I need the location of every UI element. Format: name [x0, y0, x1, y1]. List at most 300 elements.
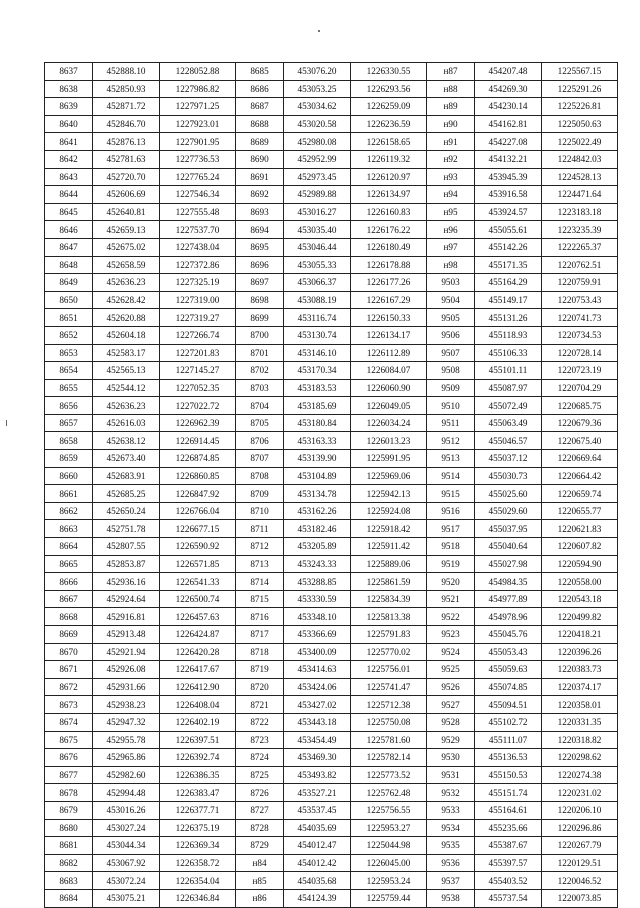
- point-number-cell: 9514: [427, 467, 475, 485]
- y-coordinate-cell: 1226134.97: [351, 186, 427, 204]
- y-coordinate-cell: 1226045.00: [351, 854, 427, 872]
- point-number-cell: 9508: [427, 362, 475, 380]
- point-number-cell: 8710: [236, 502, 284, 520]
- x-coordinate-cell: 453400.09: [284, 643, 351, 661]
- y-coordinate-cell: 1220296.86: [542, 819, 618, 837]
- y-coordinate-cell: 1227438.04: [160, 238, 236, 256]
- y-coordinate-cell: 1226420.28: [160, 643, 236, 661]
- point-number-cell: 8638: [45, 80, 93, 98]
- y-coordinate-cell: 1226860.85: [160, 467, 236, 485]
- point-number-cell: 8656: [45, 397, 93, 415]
- y-coordinate-cell: 1226847.92: [160, 485, 236, 503]
- table-row: [45, 432, 618, 450]
- point-number-cell: 8639: [45, 98, 93, 116]
- y-coordinate-cell: 1227052.35: [160, 379, 236, 397]
- y-coordinate-cell: 1227971.25: [160, 98, 236, 116]
- x-coordinate-cell: 452628.42: [93, 291, 160, 309]
- y-coordinate-cell: 1225924.08: [351, 502, 427, 520]
- point-number-cell: 8687: [236, 98, 284, 116]
- table-row: [45, 643, 618, 661]
- y-coordinate-cell: 1220231.02: [542, 784, 618, 802]
- table-row: [45, 238, 618, 256]
- x-coordinate-cell: 454230.14: [475, 98, 542, 116]
- y-coordinate-cell: 1226375.19: [160, 819, 236, 837]
- x-coordinate-cell: 452636.23: [93, 274, 160, 292]
- table-row: [45, 872, 618, 890]
- x-coordinate-cell: 454012.47: [284, 837, 351, 855]
- table-row: [45, 749, 618, 767]
- y-coordinate-cell: 1226392.74: [160, 749, 236, 767]
- table-row: [45, 133, 618, 151]
- point-number-cell: 8700: [236, 326, 284, 344]
- point-number-cell: 8645: [45, 203, 93, 221]
- x-coordinate-cell: 452807.55: [93, 538, 160, 556]
- x-coordinate-cell: 453185.69: [284, 397, 351, 415]
- x-coordinate-cell: 452720.70: [93, 168, 160, 186]
- y-coordinate-cell: 1226874.85: [160, 450, 236, 468]
- point-number-cell: 9523: [427, 626, 475, 644]
- y-coordinate-cell: 1220594.90: [542, 555, 618, 573]
- point-number-cell: 8716: [236, 608, 284, 626]
- x-coordinate-cell: 452853.87: [93, 555, 160, 573]
- x-coordinate-cell: 453075.21: [93, 889, 160, 907]
- point-number-cell: 8725: [236, 766, 284, 784]
- x-coordinate-cell: 455171.35: [475, 256, 542, 274]
- point-number-cell: 8678: [45, 784, 93, 802]
- x-coordinate-cell: 453067.92: [93, 854, 160, 872]
- point-number-cell: 8694: [236, 221, 284, 239]
- x-coordinate-cell: 453366.69: [284, 626, 351, 644]
- y-coordinate-cell: 1226541.33: [160, 573, 236, 591]
- point-number-cell: 8704: [236, 397, 284, 415]
- x-coordinate-cell: 455029.60: [475, 502, 542, 520]
- point-number-cell: 9517: [427, 520, 475, 538]
- y-coordinate-cell: 1226176.22: [351, 221, 427, 239]
- x-coordinate-cell: 455072.49: [475, 397, 542, 415]
- y-coordinate-cell: 1220734.53: [542, 326, 618, 344]
- point-number-cell: 8676: [45, 749, 93, 767]
- point-number-cell: 9526: [427, 678, 475, 696]
- point-number-cell: 9504: [427, 291, 475, 309]
- table-row: [45, 502, 618, 520]
- y-coordinate-cell: 1226167.29: [351, 291, 427, 309]
- x-coordinate-cell: 455102.72: [475, 713, 542, 731]
- x-coordinate-cell: 454269.30: [475, 80, 542, 98]
- point-number-cell: 9538: [427, 889, 475, 907]
- x-coordinate-cell: 455027.98: [475, 555, 542, 573]
- point-number-cell: 8640: [45, 115, 93, 133]
- table-row: [45, 608, 618, 626]
- table-row: [45, 291, 618, 309]
- point-number-cell: 8673: [45, 696, 93, 714]
- y-coordinate-cell: 1224842.03: [542, 150, 618, 168]
- point-number-cell: н95: [427, 203, 475, 221]
- x-coordinate-cell: 452982.60: [93, 766, 160, 784]
- x-coordinate-cell: 455403.52: [475, 872, 542, 890]
- x-coordinate-cell: 452980.08: [284, 133, 351, 151]
- x-coordinate-cell: 452638.12: [93, 432, 160, 450]
- point-number-cell: 9519: [427, 555, 475, 573]
- point-number-cell: 8712: [236, 538, 284, 556]
- point-number-cell: 8646: [45, 221, 93, 239]
- point-number-cell: 8654: [45, 362, 93, 380]
- y-coordinate-cell: 1226150.33: [351, 309, 427, 327]
- x-coordinate-cell: 452947.32: [93, 713, 160, 731]
- table-row: [45, 168, 618, 186]
- table-row: [45, 766, 618, 784]
- x-coordinate-cell: 453055.33: [284, 256, 351, 274]
- x-coordinate-cell: 452616.03: [93, 414, 160, 432]
- x-coordinate-cell: 453924.57: [475, 203, 542, 221]
- point-number-cell: 9506: [427, 326, 475, 344]
- point-number-cell: 8660: [45, 467, 93, 485]
- x-coordinate-cell: 455094.51: [475, 696, 542, 714]
- y-coordinate-cell: 1220759.91: [542, 274, 618, 292]
- y-coordinate-cell: 1227901.95: [160, 133, 236, 151]
- x-coordinate-cell: 453088.19: [284, 291, 351, 309]
- table-row: [45, 256, 618, 274]
- x-coordinate-cell: 453053.25: [284, 80, 351, 98]
- point-number-cell: 8722: [236, 713, 284, 731]
- point-number-cell: 8665: [45, 555, 93, 573]
- point-number-cell: 9516: [427, 502, 475, 520]
- x-coordinate-cell: 452936.16: [93, 573, 160, 591]
- x-coordinate-cell: 452781.63: [93, 150, 160, 168]
- x-coordinate-cell: 455055.61: [475, 221, 542, 239]
- x-coordinate-cell: 452583.17: [93, 344, 160, 362]
- y-coordinate-cell: 1226457.63: [160, 608, 236, 626]
- x-coordinate-cell: 455118.93: [475, 326, 542, 344]
- y-coordinate-cell: 1226346.84: [160, 889, 236, 907]
- point-number-cell: 8669: [45, 626, 93, 644]
- x-coordinate-cell: 452965.86: [93, 749, 160, 767]
- point-number-cell: н98: [427, 256, 475, 274]
- x-coordinate-cell: 452606.69: [93, 186, 160, 204]
- point-number-cell: 8696: [236, 256, 284, 274]
- y-coordinate-cell: 1224528.13: [542, 168, 618, 186]
- y-coordinate-cell: 1226134.17: [351, 326, 427, 344]
- x-coordinate-cell: 454978.96: [475, 608, 542, 626]
- point-number-cell: 8717: [236, 626, 284, 644]
- y-coordinate-cell: 1226293.56: [351, 80, 427, 98]
- y-coordinate-cell: 1227736.53: [160, 150, 236, 168]
- y-coordinate-cell: 1220762.51: [542, 256, 618, 274]
- x-coordinate-cell: 454207.48: [475, 63, 542, 81]
- point-number-cell: 8679: [45, 801, 93, 819]
- table-row: [45, 186, 618, 204]
- y-coordinate-cell: 1220685.75: [542, 397, 618, 415]
- point-number-cell: 8659: [45, 450, 93, 468]
- y-coordinate-cell: 1220129.51: [542, 854, 618, 872]
- x-coordinate-cell: 455037.95: [475, 520, 542, 538]
- table-row: [45, 326, 618, 344]
- y-coordinate-cell: 1225942.13: [351, 485, 427, 503]
- y-coordinate-cell: 1220267.79: [542, 837, 618, 855]
- point-number-cell: 8721: [236, 696, 284, 714]
- table-row: [45, 837, 618, 855]
- point-number-cell: 8655: [45, 379, 93, 397]
- y-coordinate-cell: 1225759.44: [351, 889, 427, 907]
- y-coordinate-cell: 1227986.82: [160, 80, 236, 98]
- point-number-cell: 8727: [236, 801, 284, 819]
- point-number-cell: 8649: [45, 274, 93, 292]
- x-coordinate-cell: 452565.13: [93, 362, 160, 380]
- x-coordinate-cell: 455037.12: [475, 450, 542, 468]
- y-coordinate-cell: 1220274.38: [542, 766, 618, 784]
- point-number-cell: 9507: [427, 344, 475, 362]
- point-number-cell: 8723: [236, 731, 284, 749]
- x-coordinate-cell: 452888.10: [93, 63, 160, 81]
- y-coordinate-cell: 1226236.59: [351, 115, 427, 133]
- point-number-cell: 8692: [236, 186, 284, 204]
- x-coordinate-cell: 453916.58: [475, 186, 542, 204]
- y-coordinate-cell: 1225226.81: [542, 98, 618, 116]
- point-number-cell: н93: [427, 168, 475, 186]
- point-number-cell: н86: [236, 889, 284, 907]
- y-coordinate-cell: 1227319.00: [160, 291, 236, 309]
- x-coordinate-cell: 455045.76: [475, 626, 542, 644]
- point-number-cell: 8647: [45, 238, 93, 256]
- table-row: [45, 397, 618, 415]
- x-coordinate-cell: 453035.40: [284, 221, 351, 239]
- y-coordinate-cell: 1227537.70: [160, 221, 236, 239]
- x-coordinate-cell: 453443.18: [284, 713, 351, 731]
- x-coordinate-cell: 452952.99: [284, 150, 351, 168]
- y-coordinate-cell: 1226417.67: [160, 661, 236, 679]
- y-coordinate-cell: 1226049.05: [351, 397, 427, 415]
- point-number-cell: 9533: [427, 801, 475, 819]
- point-number-cell: 8683: [45, 872, 93, 890]
- point-number-cell: 8714: [236, 573, 284, 591]
- x-coordinate-cell: 455149.17: [475, 291, 542, 309]
- x-coordinate-cell: 455151.74: [475, 784, 542, 802]
- y-coordinate-cell: 1226178.88: [351, 256, 427, 274]
- y-coordinate-cell: 1226112.89: [351, 344, 427, 362]
- y-coordinate-cell: 1225022.49: [542, 133, 618, 151]
- x-coordinate-cell: 455111.07: [475, 731, 542, 749]
- table-row: [45, 467, 618, 485]
- x-coordinate-cell: 452685.25: [93, 485, 160, 503]
- x-coordinate-cell: 452973.45: [284, 168, 351, 186]
- point-number-cell: 8728: [236, 819, 284, 837]
- point-number-cell: 9522: [427, 608, 475, 626]
- point-number-cell: 8644: [45, 186, 93, 204]
- x-coordinate-cell: 455164.29: [475, 274, 542, 292]
- table-row: [45, 520, 618, 538]
- y-coordinate-cell: 1227765.24: [160, 168, 236, 186]
- y-coordinate-cell: 1227022.72: [160, 397, 236, 415]
- x-coordinate-cell: 453134.78: [284, 485, 351, 503]
- point-number-cell: 8662: [45, 502, 93, 520]
- coordinates-table: [44, 62, 618, 908]
- x-coordinate-cell: 453116.74: [284, 309, 351, 327]
- x-coordinate-cell: 453066.37: [284, 274, 351, 292]
- point-number-cell: н97: [427, 238, 475, 256]
- y-coordinate-cell: 1226571.85: [160, 555, 236, 573]
- y-coordinate-cell: 1225750.08: [351, 713, 427, 731]
- point-number-cell: 8680: [45, 819, 93, 837]
- x-coordinate-cell: 452850.93: [93, 80, 160, 98]
- y-coordinate-cell: 1225791.83: [351, 626, 427, 644]
- x-coordinate-cell: 455737.54: [475, 889, 542, 907]
- point-number-cell: 8682: [45, 854, 93, 872]
- table-row: [45, 538, 618, 556]
- x-coordinate-cell: 453076.20: [284, 63, 351, 81]
- y-coordinate-cell: 1225712.38: [351, 696, 427, 714]
- y-coordinate-cell: 1220679.36: [542, 414, 618, 432]
- point-number-cell: 8702: [236, 362, 284, 380]
- y-coordinate-cell: 1227145.27: [160, 362, 236, 380]
- x-coordinate-cell: 452931.66: [93, 678, 160, 696]
- y-coordinate-cell: 1220664.42: [542, 467, 618, 485]
- margin-mark: [6, 420, 7, 426]
- y-coordinate-cell: 1223183.18: [542, 203, 618, 221]
- y-coordinate-cell: 1226120.97: [351, 168, 427, 186]
- point-number-cell: 8648: [45, 256, 93, 274]
- table-row: [45, 80, 618, 98]
- y-coordinate-cell: 1224471.64: [542, 186, 618, 204]
- y-coordinate-cell: 1225834.39: [351, 590, 427, 608]
- point-number-cell: 8726: [236, 784, 284, 802]
- x-coordinate-cell: 452938.23: [93, 696, 160, 714]
- y-coordinate-cell: 1226158.65: [351, 133, 427, 151]
- x-coordinate-cell: 455074.85: [475, 678, 542, 696]
- point-number-cell: 9536: [427, 854, 475, 872]
- table-row: [45, 819, 618, 837]
- x-coordinate-cell: 455150.53: [475, 766, 542, 784]
- y-coordinate-cell: 1225813.38: [351, 608, 427, 626]
- x-coordinate-cell: 455136.53: [475, 749, 542, 767]
- y-coordinate-cell: 1225756.55: [351, 801, 427, 819]
- point-number-cell: н84: [236, 854, 284, 872]
- x-coordinate-cell: 455053.43: [475, 643, 542, 661]
- point-number-cell: 8685: [236, 63, 284, 81]
- point-number-cell: 8698: [236, 291, 284, 309]
- point-number-cell: 9524: [427, 643, 475, 661]
- x-coordinate-cell: 454035.68: [284, 872, 351, 890]
- x-coordinate-cell: 455164.61: [475, 801, 542, 819]
- x-coordinate-cell: 455040.64: [475, 538, 542, 556]
- point-number-cell: 8699: [236, 309, 284, 327]
- point-number-cell: 8681: [45, 837, 93, 855]
- x-coordinate-cell: 454977.89: [475, 590, 542, 608]
- point-number-cell: 8670: [45, 643, 93, 661]
- x-coordinate-cell: 455025.60: [475, 485, 542, 503]
- table-row: [45, 854, 618, 872]
- point-number-cell: 9505: [427, 309, 475, 327]
- point-number-cell: 8651: [45, 309, 93, 327]
- point-number-cell: 8697: [236, 274, 284, 292]
- point-number-cell: 8641: [45, 133, 93, 151]
- x-coordinate-cell: 453180.84: [284, 414, 351, 432]
- x-coordinate-cell: 452921.94: [93, 643, 160, 661]
- point-number-cell: н94: [427, 186, 475, 204]
- x-coordinate-cell: 452673.40: [93, 450, 160, 468]
- x-coordinate-cell: 453454.49: [284, 731, 351, 749]
- table-row: [45, 626, 618, 644]
- y-coordinate-cell: 1225741.47: [351, 678, 427, 696]
- table-row: [45, 309, 618, 327]
- point-number-cell: 9513: [427, 450, 475, 468]
- point-number-cell: 8684: [45, 889, 93, 907]
- x-coordinate-cell: 452955.78: [93, 731, 160, 749]
- y-coordinate-cell: 1226962.39: [160, 414, 236, 432]
- table-row: [45, 731, 618, 749]
- y-coordinate-cell: 1227555.48: [160, 203, 236, 221]
- x-coordinate-cell: 454035.69: [284, 819, 351, 837]
- x-coordinate-cell: 455087.97: [475, 379, 542, 397]
- table-row: [45, 221, 618, 239]
- point-number-cell: 8689: [236, 133, 284, 151]
- y-coordinate-cell: 1222265.37: [542, 238, 618, 256]
- x-coordinate-cell: 452846.70: [93, 115, 160, 133]
- y-coordinate-cell: 1220753.43: [542, 291, 618, 309]
- y-coordinate-cell: 1227319.27: [160, 309, 236, 327]
- point-number-cell: 8668: [45, 608, 93, 626]
- point-number-cell: 8677: [45, 766, 93, 784]
- y-coordinate-cell: 1220358.01: [542, 696, 618, 714]
- y-coordinate-cell: 1226500.74: [160, 590, 236, 608]
- point-number-cell: н92: [427, 150, 475, 168]
- point-number-cell: 8642: [45, 150, 93, 168]
- y-coordinate-cell: 1225050.63: [542, 115, 618, 133]
- x-coordinate-cell: 452640.81: [93, 203, 160, 221]
- y-coordinate-cell: 1225861.59: [351, 573, 427, 591]
- point-number-cell: 8707: [236, 450, 284, 468]
- y-coordinate-cell: 1225953.24: [351, 872, 427, 890]
- y-coordinate-cell: 1220607.82: [542, 538, 618, 556]
- y-coordinate-cell: 1226590.92: [160, 538, 236, 556]
- y-coordinate-cell: 1226397.51: [160, 731, 236, 749]
- y-coordinate-cell: 1220374.17: [542, 678, 618, 696]
- y-coordinate-cell: 1220318.82: [542, 731, 618, 749]
- y-coordinate-cell: 1226377.71: [160, 801, 236, 819]
- x-coordinate-cell: 454984.35: [475, 573, 542, 591]
- table-row: [45, 485, 618, 503]
- y-coordinate-cell: 1226386.35: [160, 766, 236, 784]
- point-number-cell: 9520: [427, 573, 475, 591]
- x-coordinate-cell: 453469.30: [284, 749, 351, 767]
- table-row: [45, 115, 618, 133]
- point-number-cell: 9531: [427, 766, 475, 784]
- y-coordinate-cell: 1225781.60: [351, 731, 427, 749]
- y-coordinate-cell: 1220741.73: [542, 309, 618, 327]
- y-coordinate-cell: 1220704.29: [542, 379, 618, 397]
- x-coordinate-cell: 453427.02: [284, 696, 351, 714]
- y-coordinate-cell: 1228052.88: [160, 63, 236, 81]
- y-coordinate-cell: 1226914.45: [160, 432, 236, 450]
- y-coordinate-cell: 1226034.24: [351, 414, 427, 432]
- y-coordinate-cell: 1225918.42: [351, 520, 427, 538]
- y-coordinate-cell: 1226013.23: [351, 432, 427, 450]
- x-coordinate-cell: 453182.46: [284, 520, 351, 538]
- y-coordinate-cell: 1225756.01: [351, 661, 427, 679]
- table-row: [45, 713, 618, 731]
- x-coordinate-cell: 452989.88: [284, 186, 351, 204]
- x-coordinate-cell: 453163.33: [284, 432, 351, 450]
- scan-speck: [318, 30, 320, 32]
- table-row: [45, 150, 618, 168]
- y-coordinate-cell: 1226259.09: [351, 98, 427, 116]
- table-row: [45, 344, 618, 362]
- point-number-cell: 8666: [45, 573, 93, 591]
- y-coordinate-cell: 1226412.90: [160, 678, 236, 696]
- y-coordinate-cell: 1220298.62: [542, 749, 618, 767]
- y-coordinate-cell: 1225953.27: [351, 819, 427, 837]
- x-coordinate-cell: 454124.39: [284, 889, 351, 907]
- y-coordinate-cell: 1220499.82: [542, 608, 618, 626]
- point-number-cell: 8724: [236, 749, 284, 767]
